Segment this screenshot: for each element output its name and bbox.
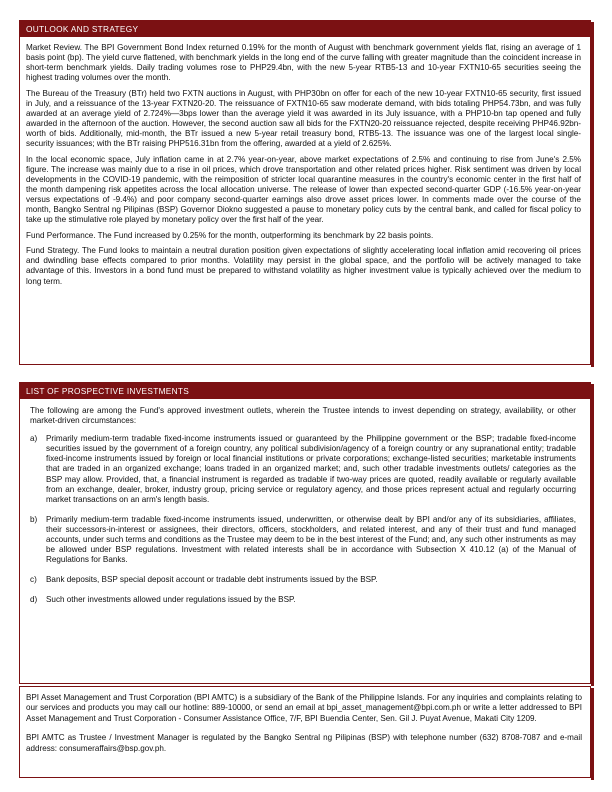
investments-header: LIST OF PROSPECTIVE INVESTMENTS	[20, 383, 590, 399]
outlook-section	[19, 20, 591, 365]
contact-paragraph: BPI Asset Management and Trust Corporation (BPI AMTC) is a subsidiary of the Bank of the Philippine Islands. For any inquiries and complaints relating to our services and products you may call our hotline: 889-10000, or send an email at bpi_asset_management@bpi.com.ph or write a letter addressed to BPI Asset Management and Trust Corporation - Consumer Assistance Office, 7/F, BPI Buendia Center, Sen. Gil J. Puyat Avenue, Makati City 1209.	[26, 693, 582, 723]
list-item-text: Bank deposits, BSP special deposit account or tradable debt instruments issued by the BSP.	[46, 575, 378, 585]
list-item-label: d)	[30, 595, 38, 605]
list-item-label: b)	[30, 514, 38, 524]
list-item-text: Primarily medium-term tradable fixed-income instruments issued, underwritten, or otherwise dealt by BPI and/or any of its subsidiaries, affiliates, their successors-in-interest or assignees, their directors, officers, stockholders, and related interest, and any of their trust and fund managed accounts, under such terms and conditions as the Trustee may deem to be in the best interest of the Fund; and, any such other instruments as may be allowed under BSP regulations. Investment with related interests shall be in accordance with Subsection X 410.12 (a) of the Manual of Regulations for Banks.	[46, 514, 576, 565]
list-item	[30, 595, 576, 605]
investments-intro: The following are among the Fund's approved investment outlets, wherein the Trustee intends to invest depending on strategy, availability, or other market-driven circumstances:	[30, 406, 576, 426]
outlook-shadow	[591, 22, 594, 367]
outlook-header: OUTLOOK AND STRATEGY	[20, 21, 590, 37]
investments-section	[19, 382, 591, 684]
list-item	[30, 434, 576, 505]
list-item-label: c)	[30, 575, 37, 585]
btr-auction-paragraph: The Bureau of the Treasury (BTr) held two FXTN auctions in August, with PHP30bn on offer for each of the new 10-year FXTN10-65 security, first issued in July, and a reissuance of the 13-year FXTN20-20. The reissuance of FXTN10-65 saw moderate demand, with bids totaling PHP54.73bn, and was fully awarded at an average yield of 2.724%—3bps lower than the average yield it was awarded in its July issuance, with a PHP10-bn tap opened and fully awarded in the afternoon of the auction. However, the second auction saw all bids for the FXTN20-20 reissuance rejected, despite receiving PHP46.92bn-worth of bids. Additionally, mid-month, the BTr issued a new 5-year retail treasury bond, RTB5-13. The issuance was one of the largest local single-security issuances; with the BTr raising PHP516.31bn from the offering, awarded at a yield of 2.625%.	[26, 88, 581, 149]
fund-strategy-paragraph: Fund Strategy. The Fund looks to maintain a neutral duration position given expectations of slightly accelerating local inflation amid recovering oil prices and dwindling base effects compared to prior months. Volatility may persist in the global space, and the portfolio will be actively managed to take advantage of this. Investors in a bond fund must be prepared to withstand volatility as higher investment value is typically achieved over the medium to long term.	[26, 246, 581, 286]
fund-performance-paragraph: Fund Performance. The Fund increased by 0.25% for the month, outperforming its benchmark by 22 basis points.	[26, 230, 434, 240]
footer-shadow	[591, 688, 594, 780]
list-item	[30, 515, 576, 565]
footer-body	[20, 687, 590, 754]
market-review-paragraph: Market Review. The BPI Government Bond Index returned 0.19% for the month of August with benchmark government yields flat, rising an average of 1 basis point (bp). The yield curve flattened, with benchmark yields in the long end of the curve falling with greater magnitude than the coincident increase in short-term benchmark yields. Daily trading volumes rose to PHP29.4bn, with the new 5-year RTB5-13 and 10-year FXTN10-65 securities seeing the highest trading volumes over the month.	[26, 43, 581, 83]
outlook-body	[20, 37, 590, 287]
local-economy-paragraph: In the local economic space, July inflation came in at 2.7% year-on-year, above market expectations of 2.5% and continuing to rise from June's 2.5% figure. The increase was mainly due to a rise in oil prices, which drove transportation and other related prices higher. Risk sentiment was driven by local developments in the COVID-19 pandemic, with the reimposition of stricter local quarantine measures in the country's economic center in the first half of the month dampening risk appetites across the local allocation universe. The release of lower than expected second-quarter GDP (-16.5% year-on-year versus expectations of -9.4%) and poor company second-quarter earnings also drove asset prices lower. In comments made over the course of the month, Bangko Sentral ng Pilipinas (BSP) Governor Diokno suggested a pause to monetary policy cuts by the central bank, and called for fiscal policy to take up the stimulative role played by monetary policy over the first half of the year.	[26, 154, 581, 225]
investments-body	[20, 399, 590, 606]
list-item	[30, 575, 576, 585]
list-item-text: Primarily medium-term tradable fixed-income instruments issued or guaranteed by the Philippine government or the BSP; tradable fixed-income securities issued by the government of a foreign country, any political subdivision/agency of a foreign country or any supranational entity; tradable fixed-income instruments issued by foreign or local financial institutions or private corporations; exchange-listed securities; marketable instruments that are traded in an organized exchange; loans traded in an organized market; and, such other tradable investments outlets/ categories as the BSP may allow. Provided, that, a financial instrument is regarded as tradable if two-way prices are quoted, readily available or regularly available from an exchange, dealer, broker, industry group, pricing service or regulatory agency, and those prices represent actual and regularly occurring market transactions on an arm's length basis.	[46, 434, 576, 504]
investments-shadow	[591, 384, 594, 686]
list-item-text: Such other investments allowed under regulations issued by the BSP.	[46, 595, 296, 605]
contact-footer	[19, 686, 591, 778]
list-item-label: a)	[30, 434, 38, 444]
regulator-paragraph: BPI AMTC as Trustee / Investment Manager is regulated by the Bangko Sentral ng Pilipinas (BSP) with telephone number (632) 8708-7087 and e-mail address: consumeraffairs@bsp.gov.ph.	[26, 733, 582, 753]
